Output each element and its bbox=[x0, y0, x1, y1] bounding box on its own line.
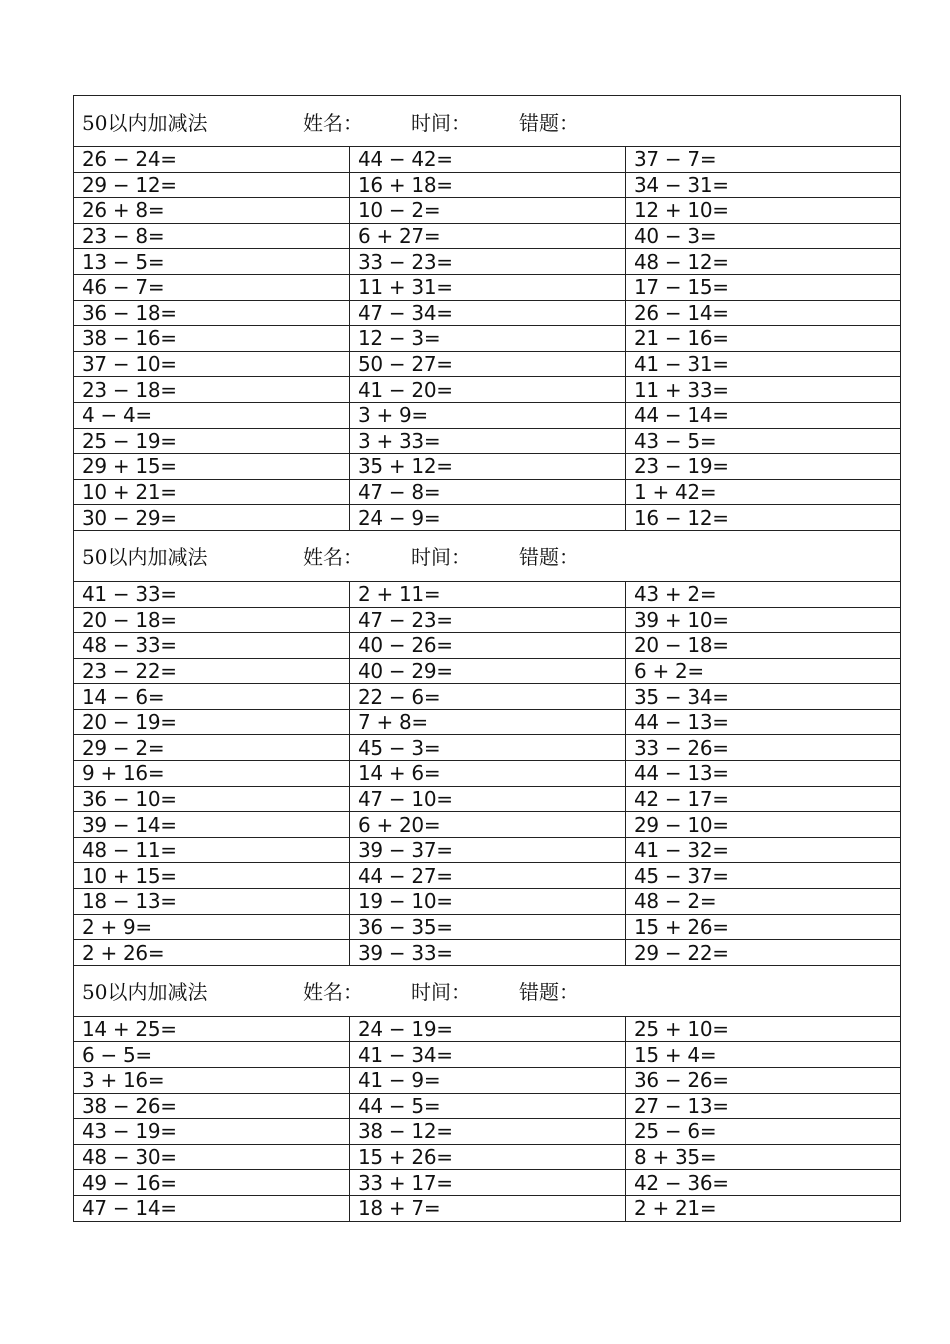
problem-cell: 24 − 19= bbox=[350, 1016, 626, 1042]
problem-row bbox=[74, 658, 901, 684]
problem-cell: 26 + 8= bbox=[74, 198, 350, 224]
problem-row bbox=[74, 377, 901, 403]
errors-label: 错题： bbox=[519, 980, 579, 1005]
problem-cell: 10 + 15= bbox=[74, 863, 350, 889]
name-label: 姓名： bbox=[303, 980, 363, 1005]
problem-cell: 44 − 14= bbox=[626, 402, 901, 428]
problem-cell: 29 − 10= bbox=[626, 812, 901, 838]
problem-cell: 36 − 35= bbox=[350, 914, 626, 940]
problem-row bbox=[74, 402, 901, 428]
problem-cell: 10 − 2= bbox=[350, 198, 626, 224]
problem-cell: 38 − 12= bbox=[350, 1119, 626, 1145]
problem-cell: 50 − 27= bbox=[350, 351, 626, 377]
problem-row bbox=[74, 351, 901, 377]
problem-cell: 26 − 14= bbox=[626, 300, 901, 326]
time-label: 时间： bbox=[411, 545, 471, 570]
problem-cell: 1 + 42= bbox=[626, 479, 901, 505]
problem-cell: 2 + 21= bbox=[626, 1195, 901, 1221]
section-header bbox=[74, 965, 901, 1016]
problem-row bbox=[74, 428, 901, 454]
problem-cell: 25 − 6= bbox=[626, 1119, 901, 1145]
problem-cell: 48 − 2= bbox=[626, 889, 901, 915]
problem-row bbox=[74, 1195, 901, 1221]
worksheet-body bbox=[74, 96, 901, 1222]
problem-row bbox=[74, 172, 901, 198]
problem-cell: 23 − 18= bbox=[74, 377, 350, 403]
section-header-cell bbox=[74, 530, 901, 581]
problem-cell: 15 + 26= bbox=[626, 914, 901, 940]
problem-row bbox=[74, 1093, 901, 1119]
problem-cell: 36 − 18= bbox=[74, 300, 350, 326]
problem-row bbox=[74, 1042, 901, 1068]
problem-cell: 33 + 17= bbox=[350, 1170, 626, 1196]
section-header bbox=[74, 96, 901, 147]
problem-cell: 25 + 10= bbox=[626, 1016, 901, 1042]
problem-cell: 47 − 34= bbox=[350, 300, 626, 326]
problem-cell: 48 − 33= bbox=[74, 633, 350, 659]
problem-cell: 29 − 2= bbox=[74, 735, 350, 761]
problem-cell: 44 − 5= bbox=[350, 1093, 626, 1119]
problem-row bbox=[74, 223, 901, 249]
problem-row bbox=[74, 274, 901, 300]
problem-cell: 2 + 11= bbox=[350, 581, 626, 607]
problem-cell: 20 − 18= bbox=[626, 633, 901, 659]
problem-cell: 39 + 10= bbox=[626, 607, 901, 633]
problem-row bbox=[74, 505, 901, 531]
problem-cell: 47 − 23= bbox=[350, 607, 626, 633]
name-label: 姓名： bbox=[303, 110, 363, 135]
problem-cell: 38 − 16= bbox=[74, 326, 350, 352]
problem-cell: 24 − 9= bbox=[350, 505, 626, 531]
problem-cell: 2 + 26= bbox=[74, 940, 350, 966]
problem-row bbox=[74, 889, 901, 915]
problem-cell: 23 − 22= bbox=[74, 658, 350, 684]
problem-cell: 33 − 26= bbox=[626, 735, 901, 761]
problem-cell: 46 − 7= bbox=[74, 274, 350, 300]
problem-cell: 29 − 12= bbox=[74, 172, 350, 198]
problem-cell: 42 − 17= bbox=[626, 786, 901, 812]
problem-row bbox=[74, 198, 901, 224]
problem-cell: 16 + 18= bbox=[350, 172, 626, 198]
problem-cell: 37 − 7= bbox=[626, 147, 901, 173]
problem-cell: 12 + 10= bbox=[626, 198, 901, 224]
problem-cell: 35 + 12= bbox=[350, 454, 626, 480]
problem-row bbox=[74, 684, 901, 710]
problem-cell: 48 − 12= bbox=[626, 249, 901, 275]
problem-cell: 26 − 24= bbox=[74, 147, 350, 173]
problem-cell: 40 − 3= bbox=[626, 223, 901, 249]
problem-cell: 12 − 3= bbox=[350, 326, 626, 352]
problem-cell: 45 − 3= bbox=[350, 735, 626, 761]
problem-row bbox=[74, 326, 901, 352]
problem-row bbox=[74, 914, 901, 940]
problem-cell: 9 + 16= bbox=[74, 761, 350, 787]
problem-cell: 47 − 14= bbox=[74, 1195, 350, 1221]
problem-cell: 18 + 7= bbox=[350, 1195, 626, 1221]
errors-label: 错题： bbox=[519, 110, 579, 135]
problem-row bbox=[74, 1068, 901, 1094]
problem-cell: 29 − 22= bbox=[626, 940, 901, 966]
problem-row bbox=[74, 479, 901, 505]
problem-cell: 21 − 16= bbox=[626, 326, 901, 352]
problem-cell: 3 + 33= bbox=[350, 428, 626, 454]
problem-cell: 2 + 9= bbox=[74, 914, 350, 940]
problem-cell: 29 + 15= bbox=[74, 454, 350, 480]
problem-cell: 43 − 5= bbox=[626, 428, 901, 454]
problem-cell: 34 − 31= bbox=[626, 172, 901, 198]
worksheet-table bbox=[73, 95, 901, 1222]
time-label: 时间： bbox=[411, 110, 471, 135]
worksheet-title: 50以内加减法 bbox=[82, 980, 208, 1005]
problem-cell: 30 − 29= bbox=[74, 505, 350, 531]
problem-cell: 33 − 23= bbox=[350, 249, 626, 275]
worksheet-title: 50以内加减法 bbox=[82, 110, 208, 135]
problem-cell: 18 − 13= bbox=[74, 889, 350, 915]
problem-cell: 47 − 8= bbox=[350, 479, 626, 505]
problem-cell: 49 − 16= bbox=[74, 1170, 350, 1196]
problem-row bbox=[74, 454, 901, 480]
problem-row bbox=[74, 709, 901, 735]
problem-cell: 6 + 2= bbox=[626, 658, 901, 684]
problem-cell: 41 − 31= bbox=[626, 351, 901, 377]
problem-cell: 39 − 37= bbox=[350, 837, 626, 863]
problem-row bbox=[74, 1170, 901, 1196]
problem-cell: 20 − 19= bbox=[74, 709, 350, 735]
problem-cell: 35 − 34= bbox=[626, 684, 901, 710]
problem-row bbox=[74, 786, 901, 812]
problem-cell: 48 − 11= bbox=[74, 837, 350, 863]
problem-row bbox=[74, 581, 901, 607]
problem-row bbox=[74, 837, 901, 863]
problem-cell: 39 − 33= bbox=[350, 940, 626, 966]
section-header bbox=[74, 530, 901, 581]
problem-cell: 48 − 30= bbox=[74, 1144, 350, 1170]
problem-cell: 11 + 31= bbox=[350, 274, 626, 300]
problem-cell: 44 − 13= bbox=[626, 761, 901, 787]
problem-cell: 20 − 18= bbox=[74, 607, 350, 633]
problem-cell: 47 − 10= bbox=[350, 786, 626, 812]
worksheet-title: 50以内加减法 bbox=[82, 545, 208, 570]
problem-cell: 15 + 26= bbox=[350, 1144, 626, 1170]
problem-cell: 6 − 5= bbox=[74, 1042, 350, 1068]
problem-cell: 4 − 4= bbox=[74, 402, 350, 428]
problem-cell: 17 − 15= bbox=[626, 274, 901, 300]
problem-cell: 41 − 34= bbox=[350, 1042, 626, 1068]
section-header-cell bbox=[74, 965, 901, 1016]
section-header-cell bbox=[74, 96, 901, 147]
errors-label: 错题： bbox=[519, 545, 579, 570]
problem-cell: 40 − 29= bbox=[350, 658, 626, 684]
problem-cell: 40 − 26= bbox=[350, 633, 626, 659]
problem-cell: 8 + 35= bbox=[626, 1144, 901, 1170]
problem-cell: 13 − 5= bbox=[74, 249, 350, 275]
problem-row bbox=[74, 1119, 901, 1145]
problem-row bbox=[74, 812, 901, 838]
problem-row bbox=[74, 1144, 901, 1170]
problem-row bbox=[74, 147, 901, 173]
problem-cell: 23 − 8= bbox=[74, 223, 350, 249]
problem-cell: 15 + 4= bbox=[626, 1042, 901, 1068]
problem-cell: 22 − 6= bbox=[350, 684, 626, 710]
time-label: 时间： bbox=[411, 980, 471, 1005]
problem-row bbox=[74, 863, 901, 889]
problem-cell: 41 − 33= bbox=[74, 581, 350, 607]
problem-cell: 42 − 36= bbox=[626, 1170, 901, 1196]
problem-cell: 10 + 21= bbox=[74, 479, 350, 505]
problem-cell: 16 − 12= bbox=[626, 505, 901, 531]
problem-cell: 41 − 20= bbox=[350, 377, 626, 403]
problem-row bbox=[74, 735, 901, 761]
problem-cell: 23 − 19= bbox=[626, 454, 901, 480]
problem-cell: 27 − 13= bbox=[626, 1093, 901, 1119]
problem-cell: 6 + 27= bbox=[350, 223, 626, 249]
problem-cell: 19 − 10= bbox=[350, 889, 626, 915]
problem-row bbox=[74, 1016, 901, 1042]
problem-cell: 25 − 19= bbox=[74, 428, 350, 454]
problem-row bbox=[74, 633, 901, 659]
problem-cell: 43 − 19= bbox=[74, 1119, 350, 1145]
problem-cell: 36 − 10= bbox=[74, 786, 350, 812]
problem-cell: 6 + 20= bbox=[350, 812, 626, 838]
problem-cell: 14 + 6= bbox=[350, 761, 626, 787]
problem-row bbox=[74, 940, 901, 966]
problem-row bbox=[74, 300, 901, 326]
problem-cell: 7 + 8= bbox=[350, 709, 626, 735]
problem-cell: 44 − 13= bbox=[626, 709, 901, 735]
problem-cell: 38 − 26= bbox=[74, 1093, 350, 1119]
problem-cell: 44 − 27= bbox=[350, 863, 626, 889]
problem-row bbox=[74, 607, 901, 633]
problem-cell: 43 + 2= bbox=[626, 581, 901, 607]
problem-cell: 11 + 33= bbox=[626, 377, 901, 403]
problem-cell: 36 − 26= bbox=[626, 1068, 901, 1094]
problem-cell: 14 − 6= bbox=[74, 684, 350, 710]
problem-row bbox=[74, 761, 901, 787]
problem-cell: 37 − 10= bbox=[74, 351, 350, 377]
problem-cell: 14 + 25= bbox=[74, 1016, 350, 1042]
problem-cell: 3 + 9= bbox=[350, 402, 626, 428]
problem-row bbox=[74, 249, 901, 275]
name-label: 姓名： bbox=[303, 545, 363, 570]
problem-cell: 41 − 32= bbox=[626, 837, 901, 863]
problem-cell: 45 − 37= bbox=[626, 863, 901, 889]
problem-cell: 44 − 42= bbox=[350, 147, 626, 173]
problem-cell: 39 − 14= bbox=[74, 812, 350, 838]
problem-cell: 3 + 16= bbox=[74, 1068, 350, 1094]
problem-cell: 41 − 9= bbox=[350, 1068, 626, 1094]
